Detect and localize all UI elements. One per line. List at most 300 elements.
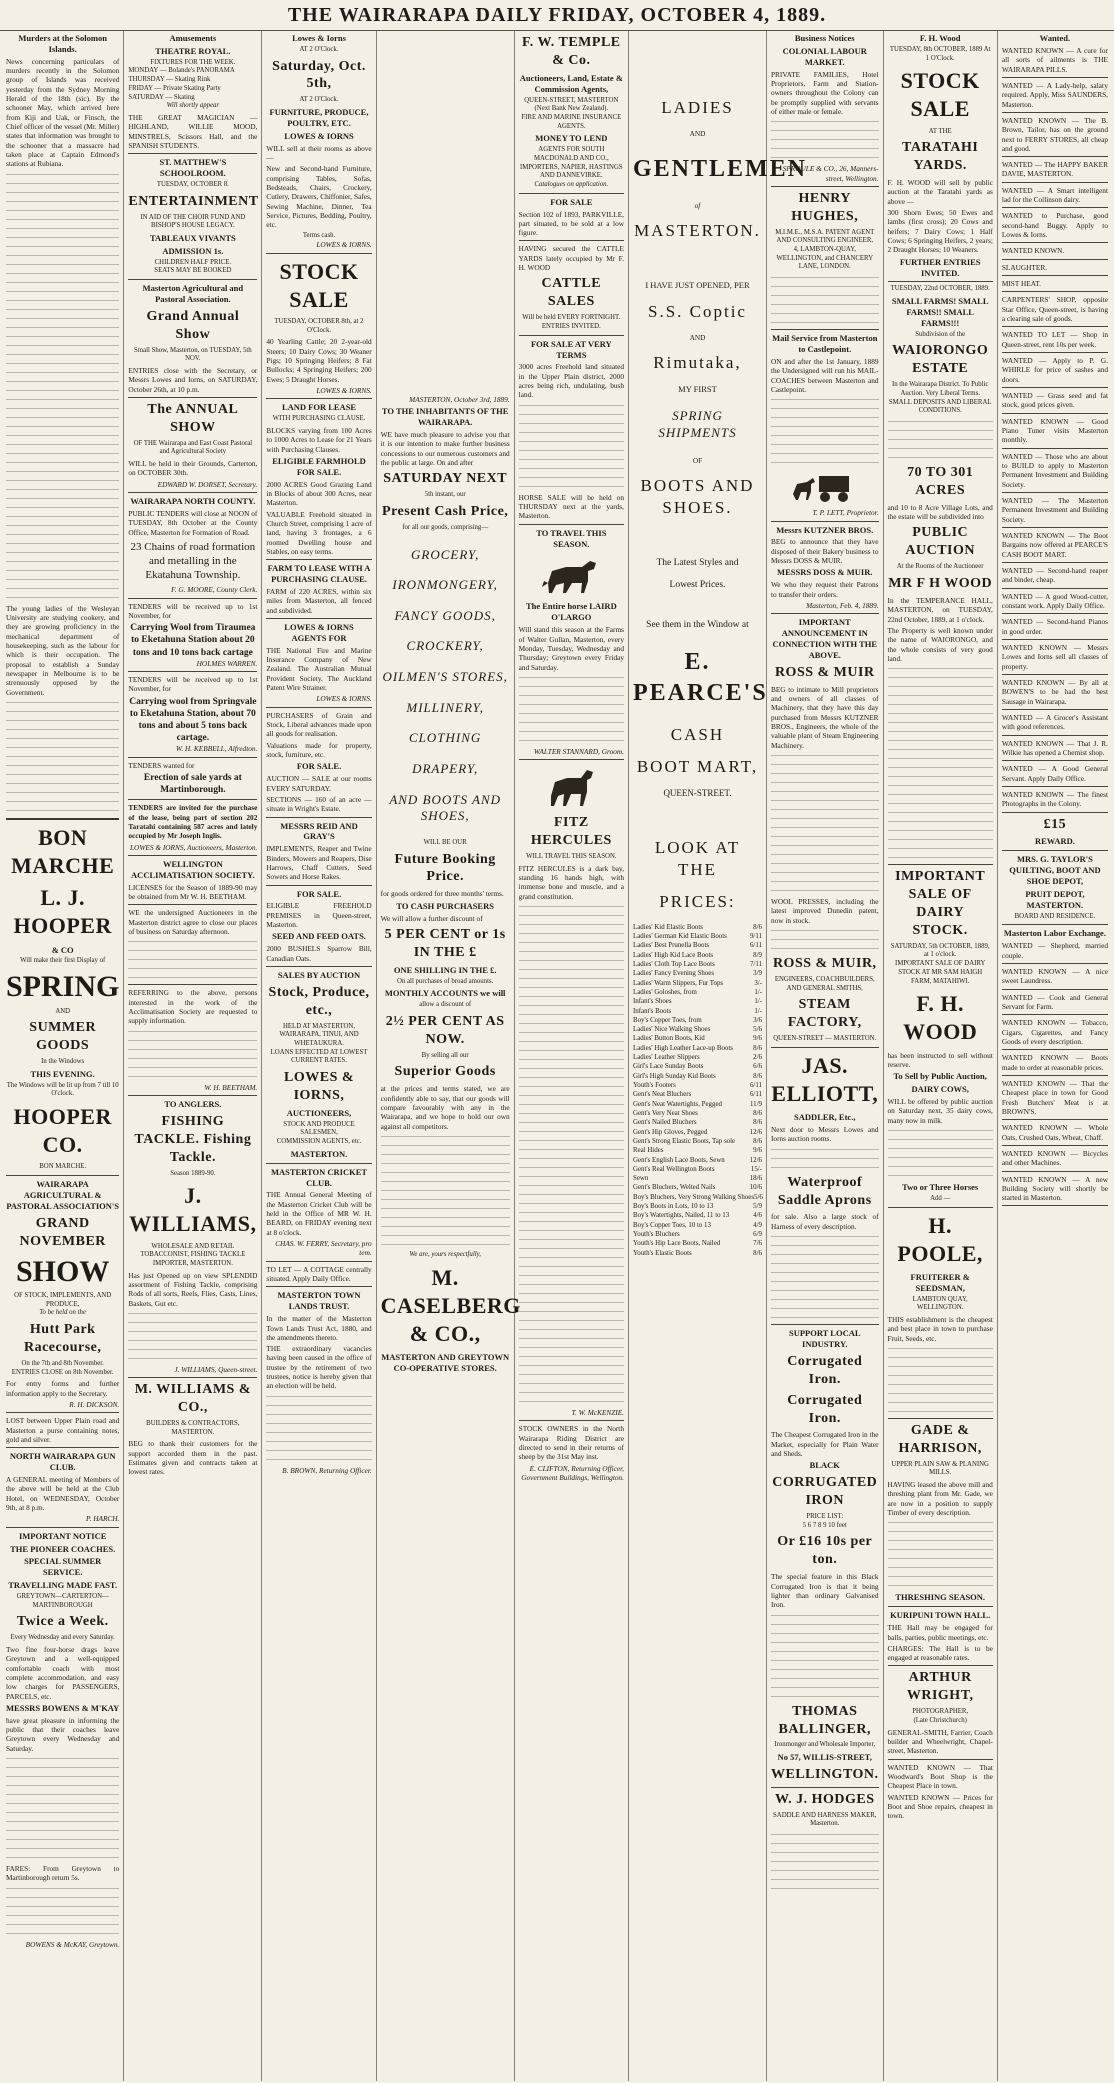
referring-lines — [128, 1029, 257, 1080]
price-item: Youth's Footers — [632, 1082, 676, 1090]
column-8 — [884, 31, 998, 2081]
henry-hughes: HENRY HUGHES, — [791, 190, 859, 224]
price-item: Ladies' Kid Elastic Boots — [632, 923, 703, 931]
special-lines — [771, 1613, 879, 1700]
colonial-signature: SPROULE & CO., 26, Manners-street, Wellington. — [782, 164, 879, 183]
furniture-heading: FURNITURE, PRODUCE, POULTRY, ETC. — [269, 107, 369, 128]
cricket-heading: MASTERTON CRICKET CLUB. — [270, 1166, 368, 1188]
rimutaka: Rimutaka, — [653, 352, 742, 372]
price-value: 12/6 — [749, 1128, 762, 1136]
lease-tender: TENDERS are invited for the purchase of the lease, being part of section 202 Taratahi containing 587 acres and lately occupied by Mr Joseph Inglis. — [128, 803, 258, 841]
column-4 — [377, 31, 521, 2081]
bon-marche-small: BON MARCHE. — [39, 1163, 87, 1171]
dairy-lines — [888, 1128, 993, 1179]
will-appear-text: THE GREAT MAGICIAN — HIGHLAND, WILLIE MOOD, MINSTRELS, Scissors Hall, and the SPANISH STUDENTS. — [128, 112, 258, 150]
price-value: 7/11 — [749, 960, 762, 968]
travel-season: TO TRAVEL THIS SEASON. — [536, 527, 607, 549]
price-value: 15/- — [750, 1165, 762, 1173]
wanted-item: WANTED KNOWN — The Boot Bargains now offered at PEARCE'S CASH BOOT MART. — [1001, 531, 1108, 559]
taratahi-yards: TARATAHI YARDS. — [902, 140, 979, 174]
waiorongo-sub2: SMALL DEPOSITS AND LIBERAL CONDITIONS. — [888, 398, 992, 415]
doss-muir: MESSRS DOSS & MUIR. — [777, 567, 873, 578]
price-value: 8/6 — [753, 1137, 762, 1145]
coach-route: GREYTOWN—CARTERTON—MARTINBOROUGH — [16, 1593, 109, 1609]
bon-marche-heading: BON MARCHE — [11, 824, 115, 879]
auction-sub: At the Rooms of the Auctioneer — [896, 563, 984, 571]
vacancy-lines — [266, 1394, 371, 1463]
five-per-cent: 5 PER CENT or 1s IN THE £ — [384, 926, 506, 960]
windows-lit: The Windows will be lit up from 7 till 10 O'clock. — [6, 1081, 119, 1098]
important-place: IMPORTANT SALE OF DAIRY STOCK AT MR SAM HAIGH FARM, MATAHIWI. — [894, 960, 986, 985]
public-auction: PUBLIC AUCTION — [905, 525, 975, 559]
wanted-item: CARPENTERS' SHOP, opposite Star Office, Queen-street, is having a clearing sale of goods. — [1001, 295, 1108, 324]
poole-text: THIS establishment is the cheapest and best place in town to purchase Fruit, Seeds, etc. — [887, 1314, 993, 1343]
price-item: Ladies' High Kid Lace Boots — [632, 951, 714, 959]
licenses-text: LICENSES for the Season of 1889-90 may be obtained from Mr W. H. BEETHAM. — [128, 882, 258, 901]
wanted-item: WANTED TO LET — Shop in Queen-street, rent 10s per week. — [1001, 330, 1108, 349]
threshing-season: THRESHING SEASON. — [895, 1592, 986, 1603]
fixture-4: SATURDAY — Skating — [128, 93, 195, 101]
caselberg-date: MASTERTON, October 3rd, 1889. — [409, 395, 510, 404]
price-value: 3/6 — [753, 1016, 762, 1024]
wanted-item: WANTED — A Smart intelligent lad for the Collinson dairy. — [1001, 185, 1108, 205]
wanted-item: SLAUGHTER. — [1001, 262, 1048, 272]
acres-range: 70 TO 301 ACRES — [907, 465, 974, 498]
dairy-text: WILL be offered by public auction on Saturday next, 35 dairy cows, many now in milk. — [887, 1096, 993, 1125]
price-value: 6/11 — [749, 1091, 762, 1099]
henry-text: 4, LAMBTON-QUAY, WELLINGTON, and CHANCERY LANE, LONDON. — [776, 246, 874, 271]
sale-lines — [519, 403, 624, 490]
mail-lines — [771, 397, 879, 466]
price-item: Ladies' Best Prunella Boots — [632, 942, 710, 950]
just-opened: I HAVE JUST OPENED, PER — [645, 279, 750, 290]
price-value: 6/11 — [749, 942, 762, 950]
price-row — [633, 988, 762, 997]
price-row — [633, 1025, 762, 1034]
wanted-item: WANTED KNOWN — The B. Brown, Tailor, has on the ground next to FERRY STORES, all cheap and good. — [1001, 115, 1108, 153]
price-item: Gent's Neat Watertights, Pegged — [632, 1100, 722, 1108]
gun-club-heading: NORTH WAIRARAPA GUN CLUB. — [9, 1451, 116, 1473]
wanted-item: WANTED — The HAPPY BAKER DAVIE, MASTERTON. — [1001, 160, 1108, 179]
summer-goods: SUMMER GOODS — [29, 1020, 97, 1054]
kuripuni-hall: KURIPUNI TOWN HALL. — [890, 1610, 991, 1621]
fancy-goods: FANCY GOODS, — [394, 607, 496, 623]
price-row — [633, 1090, 762, 1099]
and-word-1: AND — [689, 128, 706, 138]
fire-marine: FIRE AND MARINE INSURANCE AGENTS. — [521, 113, 622, 130]
ballinger-name: THOMAS BALLINGER, — [778, 1703, 872, 1737]
price-item: Ladies' Fancy Evening Shoes — [632, 970, 715, 978]
show-place: Small Show, Masterton, on TUESDAY, 5th NOV. — [134, 346, 252, 363]
cricket-text: THE Annual General Meeting of the Masterton Cricket Club will be held in the Office of MR W. H. BEARD, on FRIDAY evening next at 8 o'clock. — [266, 1190, 372, 1237]
m-williams-text: BEG to thank their customers for the support accorded them in the past. Estimates given and contracts taken at lowest rates. — [128, 1439, 258, 1477]
valuable-text: VALUABLE Freehold situated in Church Street, comprising 1 acre of land, having 3 frontages, a 6 roomed Dwelling house and Stables, on easy terms. — [266, 509, 372, 556]
travelling-fast: TRAVELLING MADE FAST. — [8, 1580, 118, 1591]
temple-name: F. W. TEMPLE & Co. — [522, 35, 621, 68]
stock-items: 40 Yearling Cattle; 20 2-year-old Steers; 10 Dairy Cows; 30 Weaner Pigs; 10 Springing Heifers; 8 Fat Bullocks; 4 Springing Heifers; 200 Ewes; 5 Draught Horses. — [266, 337, 372, 384]
price-row — [633, 1221, 762, 1230]
schoolroom-heading: ST. MATTHEW'S SCHOOLROOM. — [159, 157, 227, 179]
henry-lines — [771, 275, 879, 326]
price-item: Youth's Elastic Boots — [632, 1249, 692, 1257]
wanted-item: WANTED KNOWN — That J. R. Wilkie has opened a Chemist shop. — [1001, 738, 1108, 757]
mail-service: Mail Service from Masterton to Castlepoint. — [772, 333, 878, 355]
monthly-accounts: MONTHLY ACCOUNTS we will — [384, 988, 506, 999]
price-row — [633, 1249, 762, 1258]
column-2 — [124, 31, 262, 2081]
doss-signature: Masterton, Feb. 4, 1889. — [806, 600, 879, 610]
price-value: 8/6 — [753, 1072, 762, 1080]
black-word: BLACK — [809, 1460, 840, 1471]
entertainment-sub: IN AID OF THE CHOIR FUND AND BISHOP'S HOUSE LEGACY. — [140, 213, 246, 230]
ross-sub: ENGINEERS, COACHBUILDERS, AND GENERAL SMITHS, — [774, 975, 875, 992]
stock-owners: STOCK OWNERS in the North Wairarapa Riding District are directed to send in their returns of sheep by the 31st May inst. — [518, 1424, 624, 1462]
price-value: 9/6 — [753, 1035, 762, 1043]
price-row — [633, 932, 762, 941]
temple-for-sale: FOR SALE — [550, 196, 593, 207]
tenders-wanted: TENDERS wanted for — [128, 760, 195, 770]
laird-lines — [519, 675, 624, 744]
town-lands-heading: MASTERTON TOWN LANDS TRUST. — [277, 1290, 361, 1312]
waiorongo-estate: WAIORONGO ESTATE — [892, 343, 989, 377]
steam-factory: STEAM FACTORY, — [787, 997, 862, 1031]
for-sale-heading: FOR SALE. — [296, 761, 342, 772]
section-text: Section 102 of 1893, PARKVILLE, part situated, to be sold at a low figure. — [518, 209, 624, 238]
prices-lines — [381, 1134, 510, 1248]
hodges-sub: SADDLE AND HARNESS MAKER, Masterton. — [773, 1811, 877, 1828]
superior-goods: Superior Goods — [394, 1064, 496, 1080]
wellington-word: WELLINGTON. — [770, 1766, 879, 1782]
masterton-word: MASTERTON. — [634, 221, 761, 241]
price-row — [633, 960, 762, 969]
masterton-word: MASTERTON. — [290, 1148, 348, 1159]
carrying-wool-1: Carrying Wool from Tiraumea to Eketahuna Station about 20 tons and 10 tons back cartage — [130, 623, 256, 658]
kebbell-signature: W. H. KEBBELL, Alfredton. — [175, 744, 258, 754]
allow-discount: allow a discount of — [419, 1001, 472, 1009]
price-row — [633, 1193, 762, 1202]
important-notice: IMPORTANT NOTICE — [18, 1530, 107, 1541]
price-item: Gent's Neat Bluchers — [632, 1091, 692, 1099]
admission-price: ADMISSION 1s. — [162, 245, 224, 256]
property-text: The Property is well known under the name of WAIORONGO, and the whole consists of very good land. — [887, 625, 993, 663]
allow-text: We will allow a further discount of — [380, 913, 483, 923]
farm-lease-text: FARM of 220 ACRES, within six miles from Masterton, all fenced and subdivided. — [266, 586, 372, 615]
price-row — [633, 1239, 762, 1248]
wanted-item: WANTED KNOWN — By all at BOWEN'S to be had the best Sausage in Wairarapa. — [1001, 677, 1108, 706]
price-row — [633, 1165, 762, 1174]
hooper-name: L. J. HOOPER — [13, 885, 112, 939]
price-item: Gent's Nailed Bluchers — [632, 1119, 697, 1127]
of-word-2: OF — [692, 455, 703, 465]
stock-produce: Stock, Produce, etc., — [268, 984, 370, 1018]
catalogues: Catalogues on application. — [534, 180, 609, 188]
support-local: SUPPORT LOCAL INDUSTRY. — [788, 1328, 861, 1349]
williams-text: Has just Opened up on view SPLENDID assortment of Fishing Tackle, comprising Rods of all sorts, Reels, Flies, Casts, Lines, Baskets, Gut etc. — [128, 1270, 258, 1308]
price-value: 4/6 — [753, 1212, 762, 1220]
price-value: 1/- — [754, 988, 762, 996]
held-at: HELD AT MASTERTON, WAIRARAPA, TINUI, AND WHETAUKURA. — [279, 1022, 359, 1048]
wanted-heading: Wanted. — [1039, 33, 1071, 43]
county-heading: WAIRARAPA NORTH COUNTY. — [130, 496, 256, 507]
waterproof-lines — [771, 1234, 879, 1321]
waiorongo-text-lines — [888, 419, 993, 461]
stock-sale-heading: STOCK SALE — [279, 258, 359, 312]
wanted-item: WANTED KNOWN — The finest Photographs in the Colony. — [1001, 789, 1108, 809]
see-window: See them in the Window at — [646, 619, 749, 630]
ballinger-sub: Ironmonger and Wholesale Importer, — [774, 1741, 876, 1749]
my-first: MY FIRST — [678, 383, 717, 394]
tableaux-heading: TABLEAUX VIVANTS — [149, 232, 236, 243]
bushels-text: 2000 BUSHELS Sparrow Bill, Canadian Oats. — [266, 944, 372, 963]
price-item: Infant's Boots — [632, 1007, 672, 1015]
ross-lines — [771, 753, 879, 894]
auction-saturday: AUCTION — SALE at our rooms EVERY SATURDAY. — [266, 774, 372, 793]
wanted-item: MIST HEAT. — [1001, 279, 1041, 289]
grand-annual-show: Grand Annual Show — [146, 308, 240, 342]
price-item: Girl's High Sunday Kid Boots — [632, 1072, 716, 1080]
hodges-lines — [771, 1832, 879, 1892]
price-item: Ladies' Leather Slippers — [632, 1054, 700, 1062]
hutt-park: Hutt Park Racecourse, — [23, 1322, 102, 1355]
pioneer-coaches: THE PIONEER COACHES. — [10, 1543, 116, 1554]
carrying-wool-2: Carrying wool from Springvale to Eketahuna Station, about 70 tons and about 5 tons back cartage. — [129, 696, 257, 744]
column-5 — [515, 31, 629, 2081]
column-9 — [998, 31, 1112, 2081]
arthur-sub2: (Late Christchurch) — [913, 1716, 967, 1724]
thanks-text: We are, yours respectfully, — [409, 1250, 481, 1258]
price-row — [633, 1202, 762, 1211]
sections-text: SECTIONS — 160 of an acre — situate in Wright's Estate. — [266, 794, 372, 814]
horse-icon-2 — [541, 764, 601, 810]
lost-notice: LOST between Upper Plain road and Masterton a purse containing notes, gold and silver. — [6, 1416, 120, 1444]
columns — [2, 31, 1112, 2081]
feet-row: 5 6 7 8 9 10 feet — [802, 1521, 847, 1529]
millinery: MILLINERY, — [406, 699, 484, 715]
entries-close: ENTRIES CLOSE on 8th November. — [11, 1368, 114, 1376]
business-notices: Business Notices — [794, 33, 855, 43]
auctioneers: AUCTIONEERS, — [286, 1107, 352, 1118]
entertainment-date: TUESDAY, OCTOBER 8. — [156, 180, 229, 188]
price-row — [633, 941, 762, 950]
gun-club-text: A GENERAL meeting of Members of the above will be held at the Club Hotel, on WEDNESDAY, October 9th, at 8 p.m. — [6, 1475, 120, 1512]
corrugated-iron: CORRUGATED IRON — [772, 1475, 878, 1509]
entertainment-heading: ENTERTAINMENT — [128, 193, 259, 209]
mr-wood: MR F H WOOD — [888, 575, 993, 591]
valuation-text: Valuations made for property, stock, furniture, etc. — [266, 740, 372, 759]
coach-text-lines — [6, 1756, 119, 1861]
williams-sub: WHOLESALE AND RETAIL TOBACCONIST, FISHING TACKLE IMPORTER, MASTERTON. — [140, 1242, 246, 1267]
wood-text: F. H. WOOD will sell by public auction at the Taratahi yards as above — — [887, 178, 993, 206]
small-farms: SMALL FARMS! SMALL FARMS!! SMALL FARMS!!! — [891, 296, 989, 328]
reaper-text: IMPLEMENTS, Reaper and Twine Binders, Mowers and Reapers, Dise Harrows, Chaff Cutters, Seed Sowers and Horse Rakes. — [266, 844, 372, 882]
price-value: 6/9 — [753, 1231, 762, 1239]
price-value: 10/6 — [749, 1184, 762, 1192]
woodward-wanted: WANTED KNOWN — That Woodward's Boot Shop is the Cheapest Place in town. — [887, 1762, 993, 1791]
pastoral-heading: WAIRARAPA AGRICULTURAL & PASTORAL ASSOCIATION'S — [6, 1179, 120, 1211]
price-row — [633, 1118, 762, 1127]
taylors-depot: MRS. G. TAYLOR'S QUILTING, BOOT AND SHOE DEPOT, — [1009, 854, 1101, 887]
henry-sub: M.I.M.E., M.S.A. PATENT AGENT AND CONSULTING ENGINEER, — [775, 228, 875, 245]
price-item: Ladies' Goloshes, from — [632, 988, 697, 996]
two-half-per-cent: 2½ PER CENT AS NOW. — [385, 1013, 505, 1047]
price-value: 9/6 — [753, 1147, 762, 1155]
gade-lines — [888, 1520, 993, 1589]
poole-lines — [888, 1346, 993, 1415]
colonial-lines — [771, 119, 879, 161]
bowens-heading: MESSRS BOWENS & M'KAY — [6, 1702, 120, 1713]
hercules-heading: FITZ HERCULES — [530, 815, 612, 849]
hall-charges: CHARGES: The Hall is to be engaged at reasonable rates. — [887, 1643, 993, 1663]
price-value: 18/6 — [749, 1175, 762, 1183]
ladies-word: LADIES — [661, 98, 734, 117]
price-value: 8/6 — [753, 1109, 762, 1117]
horse-sale: HORSE SALE will be held on THURSDAY next at the yards, Masterton. — [518, 492, 624, 521]
undersigned-lines — [128, 939, 257, 981]
wanted-item: WANTED — Second-hand reaper and binder, cheap. — [1001, 565, 1108, 585]
special-service: SPECIAL SUMMER SERVICE. — [24, 1556, 102, 1578]
price-value: 1/- — [754, 998, 762, 1006]
entries-text: For entry forms and further information apply to the Secretary. — [6, 1379, 120, 1398]
wanted-item: WANTED KNOWN — Good Piano Tuner visits Masterton monthly. — [1001, 416, 1108, 445]
price-value: 6/11 — [749, 1082, 762, 1090]
price-row — [633, 951, 762, 960]
reward-word: REWARD. — [1034, 836, 1075, 847]
seed-oats: SEED AND FEED OATS. — [272, 931, 366, 942]
oilmens-stores: OILMEN'S STORES, — [382, 669, 508, 685]
column-6 — [629, 31, 808, 2081]
price-item: Ladies' German Kid Elastic Boots — [632, 933, 727, 941]
gun-club-signature: P. HARCH. — [86, 1514, 120, 1524]
seats-booked: SEATS MAY BE BOOKED — [154, 267, 232, 275]
show-entries: ENTRIES close with the Secretary, or Messrs Lowes and Iorns, on SATURDAY, October 26th, at 10 p.m. — [128, 365, 258, 394]
masterton-agri-heading: Masterton Agricultural and Pastoral Association. — [142, 283, 244, 304]
crockery: CROCKERY, — [406, 638, 484, 654]
price-item: Sewn — [632, 1175, 649, 1183]
fares-text-lines — [6, 1886, 119, 1937]
murders-body: News concerning particulars of murders recently in the Solomon group of Islands was received yesterday from the Sydney Morning Herald of the 18th (sic). By the schooner May, which arrived here from Kiji and Uak, or Finsch, the Chief officer of the vessel (Mr. Miller) states that information was brought to the schooner that a massacre had taken place at Captain Edmond's stations at Rubiana. — [6, 56, 120, 169]
and-word-2: AND — [689, 332, 706, 342]
drapery: DRAPERY, — [412, 760, 479, 776]
furniture-body: New and Second-hand Furniture, comprising Tables, Sofas, Bedsteads, Chairs, Crockery, Cutlery, Drawers, Chiffonier, Safes, Sewing Machine, Dinner, Tea Service, Pictures, Bedding, Poultry, etc. — [266, 164, 372, 230]
price-value: 2/6 — [753, 1054, 762, 1062]
ross-text: BEG to intimate to Mill proprietors and owners of all classes of Machinery, that they have this day purchased from Messrs KUTZNER BROS., Engineers, the whole of the valuable plant of Steam Engineering Machinery. — [770, 684, 879, 750]
m-williams-sub: BUILDERS & CONTRACTORS, MASTERTON. — [146, 1420, 240, 1436]
auction-place: In the TEMPERANCE HALL, MASTERTON, on TUESDAY, 22nd October, 1889, at 1 o'clock. — [887, 595, 993, 624]
wanted-item: WANTED KNOWN — Messrs Lowes and Iorns sell all classes of property. — [1001, 642, 1108, 671]
annual-show-heading: The ANNUAL SHOW — [147, 401, 239, 435]
lowes-iorns-2: LOWES & IORNS — [284, 130, 354, 141]
price-value: 8/6 — [753, 923, 762, 931]
beetham-signature: W. H. BEETHAM. — [204, 1082, 258, 1092]
annual-show-sub: OF THE Wairarapa and East Coast Pastoral and Agricultural Society — [133, 439, 253, 456]
commission-agents: COMMISSION AGENTS, etc. — [276, 1138, 362, 1146]
willis-street: No 57, WILLIS-STREET, — [777, 1752, 872, 1763]
of-word: of — [694, 200, 701, 210]
lowes-iorns-header: Lowes & Iorns — [292, 33, 346, 43]
wanted-list — [1002, 46, 1108, 813]
add-text: Add — — [930, 1194, 951, 1202]
price-row — [633, 1016, 762, 1025]
wesleyan-body: The young ladies of the Wesleyan University are studying cookery, and they are growing proficiency in the mechanical department of housekeeping, such as the labour for which is their occupation. The proposal to establish a Sunday newspaper in Melbourne is to be strenuously opposed by the Government. — [6, 603, 120, 697]
prices-word: PRICES: — [659, 891, 736, 911]
clothing: CLOTHING — [409, 730, 482, 746]
waterproof-aprons: Waterproof Saddle Aprons — [777, 1174, 872, 1208]
saturday-time: AT 2 O'Clock. — [299, 96, 339, 104]
important-date: SATURDAY, 5th OCTOBER, 1889, at 1 o'clock. — [890, 942, 990, 959]
entries-invited: ENTRIES INVITED. — [541, 322, 601, 330]
fares-text: FARES: From Greytown to Martinborough return 5s. — [6, 1864, 120, 1883]
wanted-item: WANTED KNOWN — A new Building Society will shortly be started in Masterton. — [1001, 1174, 1108, 1203]
repairs-wanted: WANTED KNOWN — Prices for Boot and Shoe repairs, cheapest in town. — [887, 1792, 993, 1821]
temple-address: QUEEN-STREET, MASTERTON (Next Bank New Zealand). — [524, 96, 619, 113]
column-1 — [2, 31, 124, 2081]
price-row — [633, 979, 762, 988]
further-entries: FURTHER ENTRIES INVITED. — [899, 256, 981, 278]
price-value: 11/9 — [749, 1100, 762, 1108]
prices-body: at the prices and terms stated, we are confidently able to say, that our goods will compare favourably with any in the Wairarapa, and we hope to hold our own against all competitors. — [380, 1084, 510, 1131]
price-row — [633, 923, 762, 932]
holmes-signature: HOLMES WARREN. — [196, 658, 258, 668]
hercules-signature: T. W. McKENZIE. — [571, 1407, 624, 1417]
wanted-item: WANTED — Those who are about to BUILD to apply to Masterton Permanent Investment and Building Society. — [1001, 451, 1108, 489]
for-sale-2: FOR SALE. — [296, 888, 342, 899]
price-row — [633, 1062, 762, 1071]
fixture-2: THURSDAY — Skating Rink — [128, 76, 211, 84]
latest-styles: The Latest Styles and — [656, 557, 739, 568]
laird-heading: The Entire horse LAIRD O'LARGO — [525, 601, 617, 623]
price-item: Ladies' Cloth Top Lace Boots — [632, 960, 715, 968]
price-value: 8/6 — [753, 1044, 762, 1052]
lambton-quay: LAMBTON QUAY, — [912, 1295, 968, 1303]
wanted-item: WANTED KNOWN — Bicycles and other Machines. — [1001, 1148, 1108, 1168]
waiorongo-sub: In the Wairarapa District. To Public Auction. Very Liberal Terms. — [891, 381, 989, 397]
reward-amount: £15 — [1043, 816, 1067, 832]
theatre-royal: THEATRE ROYAL. — [155, 45, 231, 56]
price-item: Gent's English Lace Boots, Sewn — [632, 1156, 725, 1164]
elliott-text: Next door to Messrs Lowes and Iorns auction rooms. — [770, 1124, 879, 1144]
lowes-agents-text: THE National Fire and Marine Insurance Company of New Zealand. The Australian Mutual Provident Society. The Auckland Patent Wire Strainer. — [266, 645, 372, 693]
fortnightly: Will be held EVERY FORTNIGHT. — [522, 314, 621, 322]
ross-muir: ROSS & MUIR — [774, 664, 875, 680]
wanted-item: WANTED — A Good General Servant. Apply Daily Office. — [1001, 764, 1108, 783]
poole-name: H. POOLE, — [897, 1212, 983, 1266]
price-row — [633, 1072, 762, 1081]
hercules-sub: WILL TRAVEL THIS SEASON. — [526, 852, 617, 860]
fishing-tackle: FISHING TACKLE. Fishing Tackle. — [134, 1113, 252, 1165]
colonial-text: PRIVATE FAMILIES, Hotel Proprietors, Farm and Station-owners throughout the Colony can be promptly supplied with servants of either male or female. — [770, 69, 879, 116]
stock-sale-date: TUESDAY, OCTOBER 8th, at 2 O'Clock. — [274, 317, 364, 334]
arthur-wright: ARTHUR WRIGHT, — [906, 1670, 974, 1704]
by-selling: By selling all our — [421, 1051, 469, 1059]
wanted-item: WANTED — Second-hand Pianos in good order. — [1001, 617, 1108, 636]
cheapest-text: The Cheapest Corrugated Iron in the Market, especially for Plain Water and Sheds. — [770, 1430, 879, 1459]
price-row — [633, 1137, 762, 1146]
price-row — [633, 1100, 762, 1109]
hercules-lines — [519, 904, 624, 1405]
price-row — [633, 1146, 762, 1155]
lowes-agents-heading: LOWES & IORNS AGENTS FOR — [284, 621, 354, 643]
price-value: 1/- — [754, 1007, 762, 1015]
lowest-prices: Lowest Prices. — [669, 579, 726, 590]
price-value: 8/9 — [753, 951, 762, 959]
twice-subtitle: Every Wednesday and every Saturday. — [10, 1634, 115, 1642]
pearce-name: E. PEARCE'S — [632, 649, 768, 706]
board-residence: BOARD AND RESIDENCE. — [1014, 912, 1096, 920]
gade-sub: UPPER PLAIN SAW & PLANING MILLS. — [891, 1460, 989, 1477]
hooper-co: & CO — [51, 944, 74, 955]
wool-lines — [771, 928, 879, 952]
williams-lines — [128, 1311, 257, 1362]
